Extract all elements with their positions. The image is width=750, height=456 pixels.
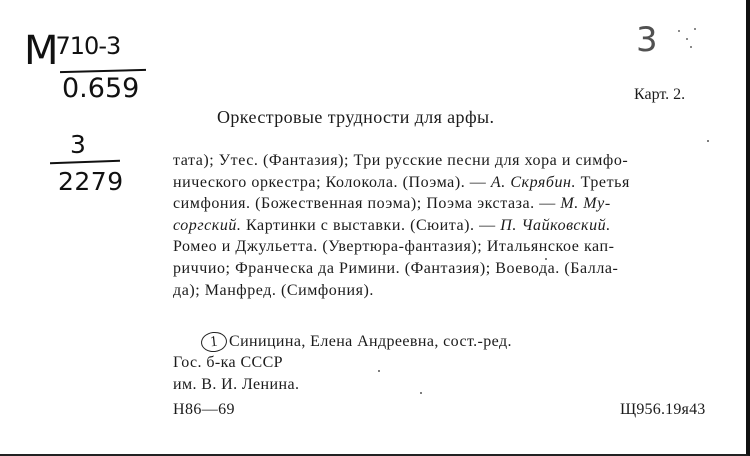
inventory-divider	[50, 160, 120, 164]
tracing-line2: Гос. б-ка СССР	[173, 354, 283, 372]
tracing-line1: 1 Синицина, Елена Андреевна, сост.-ред.	[173, 331, 512, 352]
contents-line: нического оркестра; Колокола. (Поэма). — А. Скрябин. Третья	[173, 173, 630, 191]
composer-name: П. Чайковский.	[500, 216, 611, 234]
contents-line: тата); Утес. (Фантазия); Три русские песни для хора и симфо-	[173, 152, 629, 169]
circled-number: 1	[200, 331, 228, 354]
shelf-mark-line2: 0.659	[62, 73, 140, 104]
composer-name: соргский.	[173, 216, 242, 234]
contents-line: риччио; Франческа да Римини. (Фантазия); Воевода. (Балла-	[173, 259, 619, 277]
speck	[378, 370, 380, 372]
card-heading: Оркестровые трудности для арфы.	[217, 107, 495, 127]
contents-line: симфония. (Божественная поэма); Поэма экстаза. — М. Му-	[173, 195, 611, 213]
speck	[707, 140, 709, 142]
tracing-line3: им. В. И. Ленина.	[173, 375, 300, 393]
composer-name: А. Скрябин.	[490, 173, 577, 191]
inventory-line1: 3	[70, 130, 86, 159]
classification-code: Щ956.19я43	[620, 401, 706, 418]
contents-line: да); Манфред. (Симфония).	[173, 281, 374, 299]
inventory-line2: 2279	[58, 167, 124, 196]
card-number: Карт. 2.	[634, 86, 686, 103]
tracing-block	[173, 331, 512, 395]
speck	[545, 258, 547, 260]
shelf-mark-number: 710-3	[55, 32, 121, 60]
contents-line: соргский. Картинки с выставки. (Сюита). — П. Чайковский.	[173, 216, 611, 234]
corner-handwritten-mark: 3	[636, 20, 658, 60]
corner-smudge	[676, 26, 700, 50]
composer-name: М. Му-	[560, 195, 611, 213]
card-order-code: Н86—69	[173, 401, 235, 418]
shelf-mark-line1: $М^{710-3}$	[24, 28, 121, 74]
contents-line: Ромео и Джульетта. (Увертюра-фантазия); Итальянское кап-	[173, 238, 615, 256]
speck	[420, 392, 422, 394]
contents-note	[173, 150, 728, 301]
